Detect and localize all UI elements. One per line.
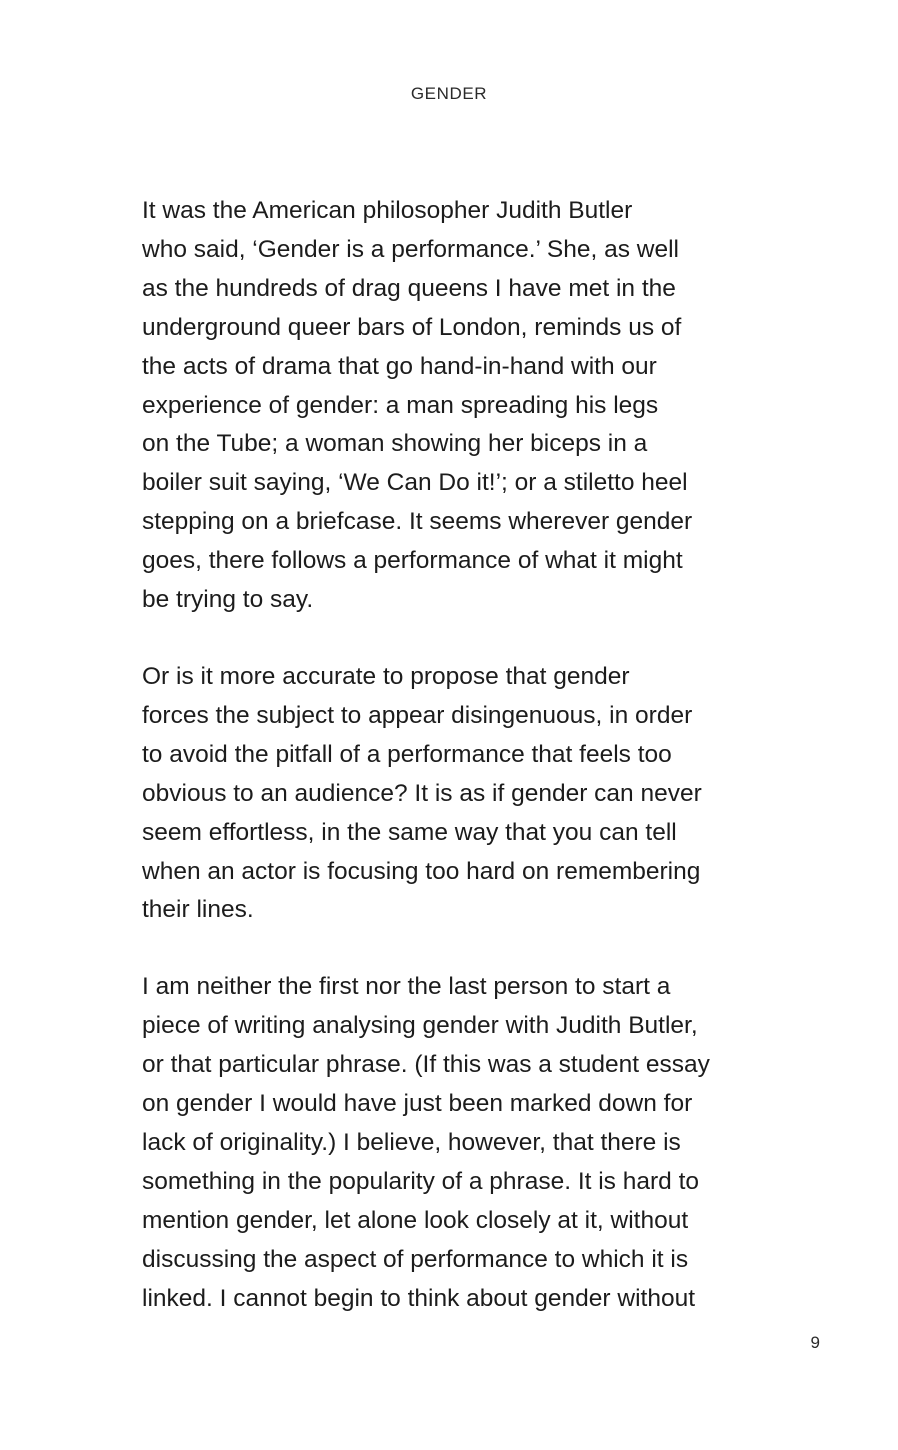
text-line: goes, there follows a performance of what it might [142, 547, 683, 575]
text-line: something in the popularity of a phrase. It is hard to [142, 1167, 700, 1195]
text-line: experience of gender: a man spreading his legs [142, 391, 659, 419]
text-line: on gender I would have just been marked down for [142, 1090, 693, 1118]
text-line: as the hundreds of drag queens I have met in the [142, 274, 676, 302]
text-line: stepping on a briefcase. It seems wherever gender [142, 508, 693, 536]
text-line: underground queer bars of London, reminds us of [142, 313, 682, 341]
text-line: forces the subject to appear disingenuous, in order [142, 701, 693, 729]
text-line: when an actor is focusing too hard on remembering [142, 857, 701, 885]
text-line: who said, ‘Gender is a performance.’ She, as well [142, 235, 679, 263]
text-line: discussing the aspect of performance to which it is [142, 1245, 689, 1273]
text-line: mention gender, let alone look closely at it, without [142, 1206, 689, 1234]
text-line: obvious to an audience? It is as if gender can never [142, 779, 702, 807]
text-line: lack of originality.) I believe, however, that there is [142, 1128, 681, 1156]
text-line: on the Tube; a woman showing her biceps in a [142, 430, 648, 458]
text-line: or that particular phrase. (If this was a student essay [142, 1051, 710, 1079]
paragraph-2 [142, 658, 822, 930]
body-text [142, 192, 822, 1356]
running-header: GENDER [410, 84, 488, 103]
text-line: piece of writing analysing gender with Judith Butler, [142, 1012, 698, 1040]
text-line: Or is it more accurate to propose that gender [142, 662, 630, 690]
paragraph-3 [142, 968, 822, 1318]
page-number: 9 [810, 1333, 820, 1352]
text-line: their lines. [142, 896, 254, 924]
text-line: be trying to say. [142, 586, 314, 614]
text-line: linked. I cannot begin to think about gender without [142, 1284, 695, 1312]
text-line: seem effortless, in the same way that you can tell [142, 818, 677, 846]
text-line: It was the American philosopher Judith Butler [142, 197, 633, 224]
text-line: the acts of drama that go hand-in-hand with our [142, 352, 657, 380]
text-line: to avoid the pitfall of a performance that feels too [142, 740, 672, 768]
paragraph-1 [142, 192, 822, 620]
text-line: boiler suit saying, ‘We Can Do it!’; or a stiletto heel [142, 469, 688, 497]
text-line: I am neither the first nor the last person to start a [142, 973, 671, 1001]
